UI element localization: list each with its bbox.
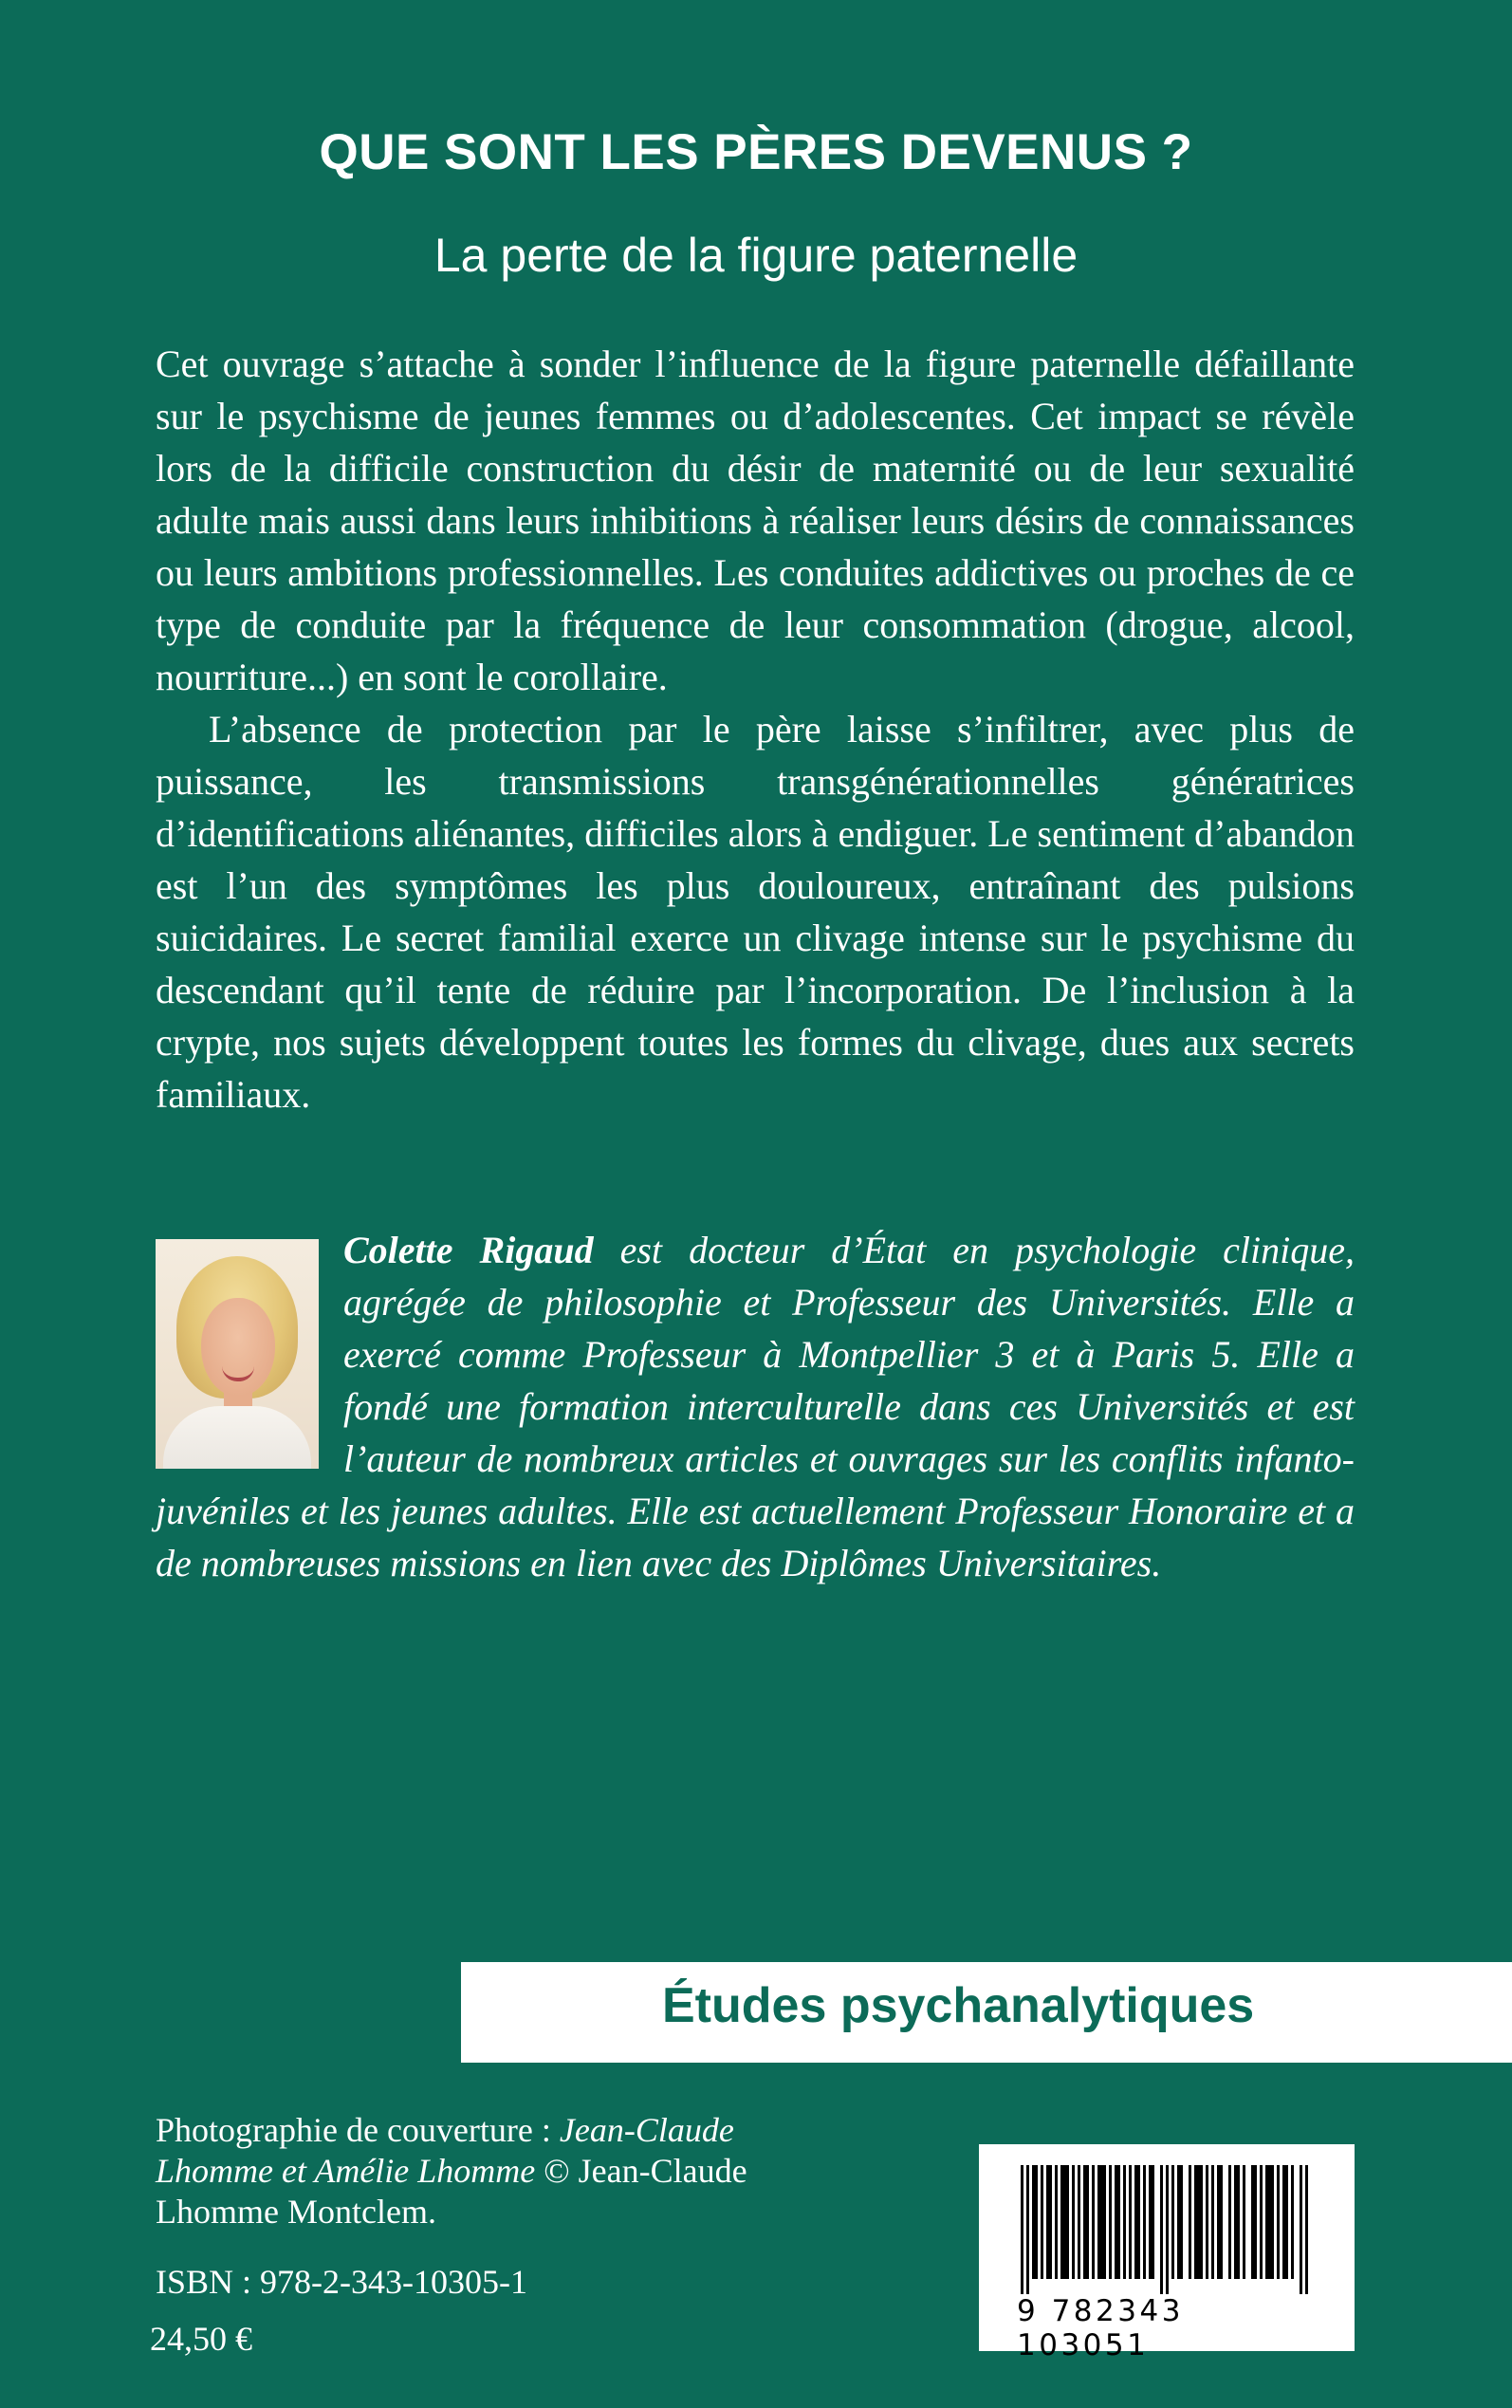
- barcode-digits: 9 782343 103051: [1017, 2294, 1184, 2362]
- photo-credit-prefix: Photographie de couverture :: [156, 2111, 560, 2149]
- author-bio: [156, 1224, 1355, 1589]
- series-label: Études psychanalytiques: [662, 1978, 1255, 2033]
- summary-paragraph-2: L’absence de protection par le père laisse s’infiltrer, avec plus de puissance, les transmissions transgénérationnelles génératrices d’identifications aliénantes, difficiles alors à endiguer. Le sentiment d’abandon est l’un des symptômes les plus douloureux, entraînant des pulsions suicidaires. Le secret familial exerce un clivage intense sur le psychisme du descendant qu’il tente de réduire par l’incorporation. De l’inclusion à la crypte, nos sujets développent toutes les formes du clivage, dues aux secrets familiaux.: [156, 708, 1355, 1116]
- barcode: [979, 2144, 1355, 2362]
- author-photo: [156, 1239, 319, 1469]
- price: 24,50 €: [150, 2320, 252, 2358]
- book-subtitle: La perte de la figure paternelle: [433, 229, 1079, 282]
- photo-credit: [156, 2110, 839, 2232]
- barcode-bars: [1021, 2165, 1313, 2294]
- isbn: ISBN : 978-2-343-10305-1: [156, 2263, 527, 2301]
- author-bio-text: est docteur d’État en psychologie clinique, agrégée de philosophie et Professeur des Universités. Elle a exercé comme Professeur à Montpellier 3 et à Paris 5. Elle a fondé une formation interculturelle dans ces Universités et est l’auteur de nombreux articles et ouvrages sur les conflits infanto-juvéniles et les jeunes adultes. Elle est actuellement Professeur Honoraire et a de nombreuses missions en lien avec des Diplômes Universitaires.: [156, 1229, 1355, 1584]
- photo-credit-copyright: © Jean-Claude Lhomme Montclem.: [156, 2152, 747, 2231]
- series-banner: [461, 1962, 1512, 2063]
- book-title: QUE SONT LES PÈRES DEVENUS ?: [319, 124, 1193, 180]
- author-name: Colette Rigaud: [343, 1229, 594, 1271]
- summary-paragraph-1: Cet ouvrage s’attache à sonder l’influence de la figure paternelle défaillante sur le psychisme de jeunes femmes ou d’adolescentes. Cet impact se révèle lors de la difficile construction du désir de maternité ou de leur sexualité adulte mais aussi dans leurs inhibitions à réaliser leurs désirs de connaissances ou leurs ambitions professionnelles. Les conduites addictives ou proches de ce type de conduite par la fréquence de leur consommation (drogue, alcool, nourriture...) en sont le corollaire.: [156, 343, 1355, 698]
- photo-credit-photographers: Jean-Claude Lhomme et Amélie Lhomme: [156, 2111, 734, 2190]
- summary-text: [156, 338, 1355, 1121]
